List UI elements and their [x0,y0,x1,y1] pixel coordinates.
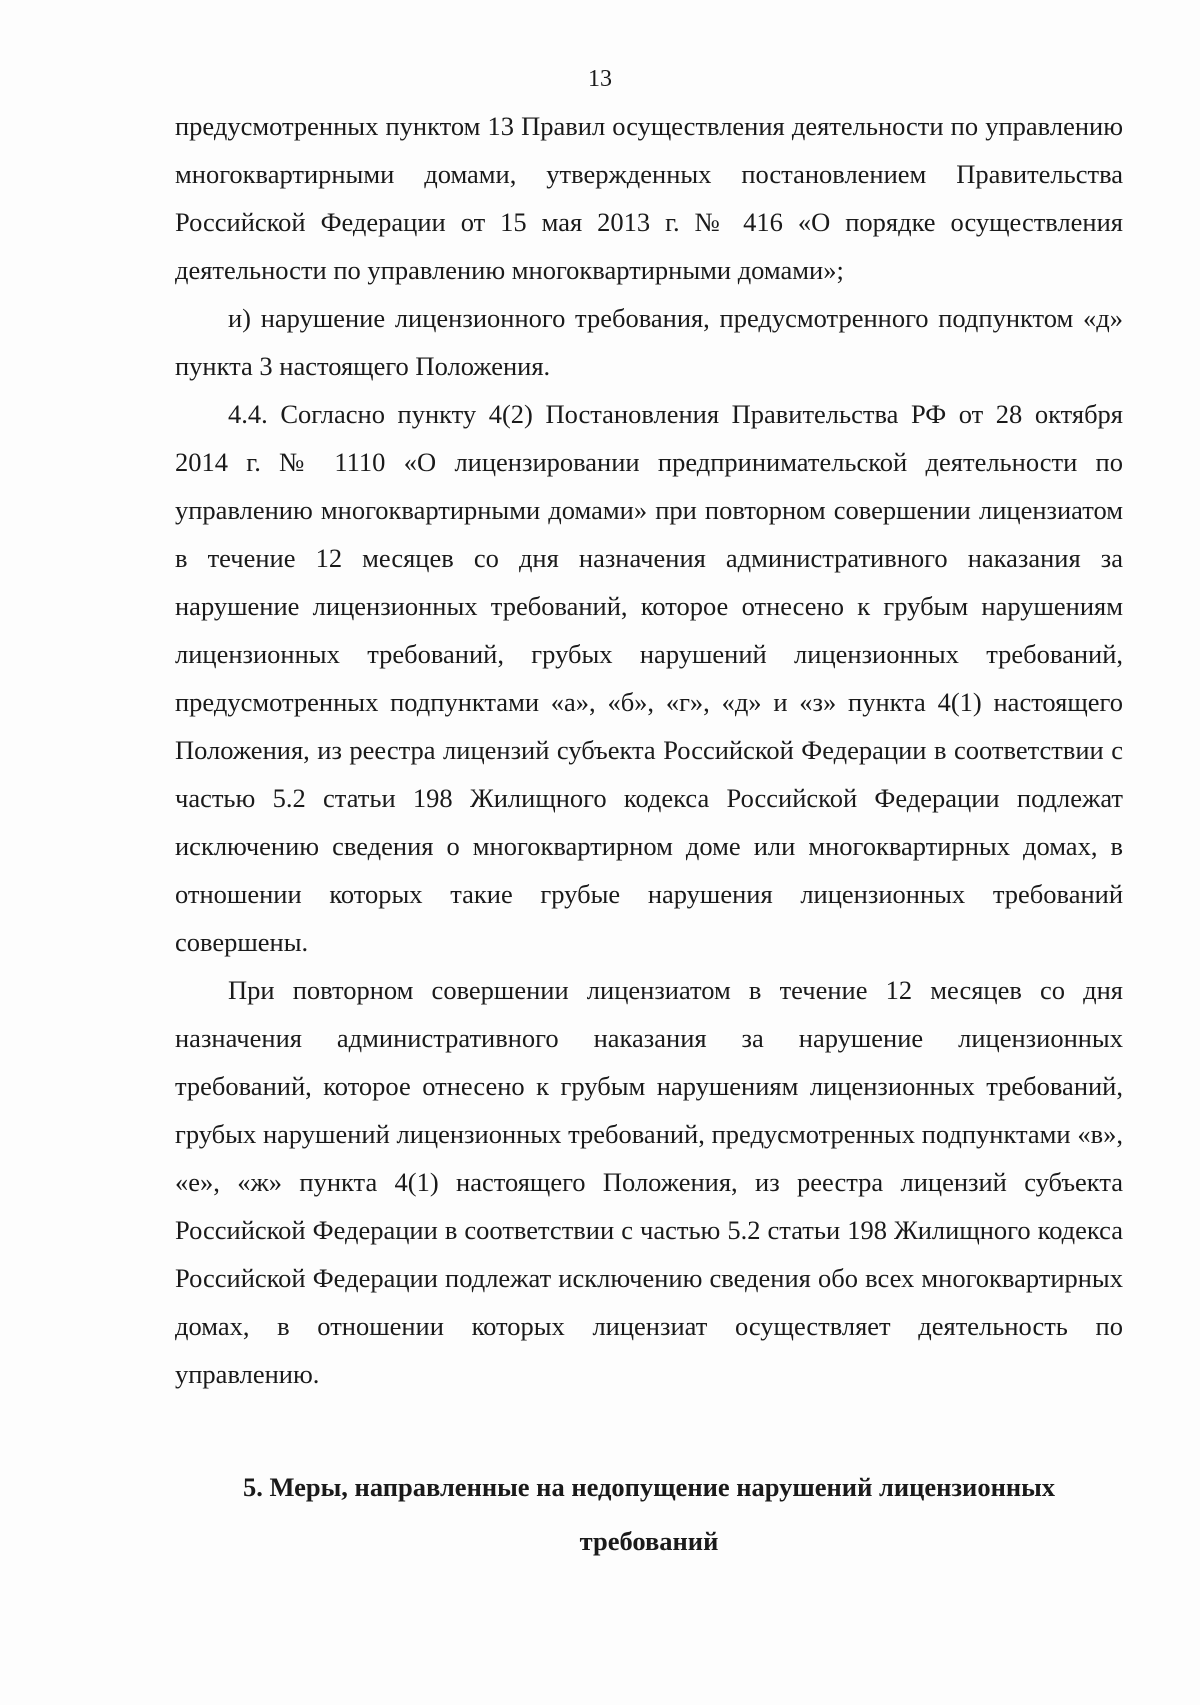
section-heading-line-1: 5. Меры, направленные на недопущение нарушений лицензионных [242,1472,1056,1502]
paragraph-4-4: 4.4. Согласно пункту 4(2) Постановления Правительства РФ от 28 октября 2014 г. № 1110 «О лицензировании предпринимательской деятельности по управлению многоквартирными домами» при повторном совершении лицензиатом в течение 12 месяцев со дня назначения административного наказания за нарушение лицензионных требований, которое отнесено к грубым нарушениям лицензионных требований, грубых нарушений лицензионных требований, предусмотренных подпунктами «а», «б», «г», «д» и «з» пункта 4(1) настоящего Положения, из реестра лицензий субъекта Российской Федерации в соответствии с частью 5.2 статьи 198 Жилищного кодекса Российской Федерации подлежат исключению сведения о многоквартирном доме или многоквартирных домах, в отношении которых такие грубые нарушения лицензионных требований совершены. [175,399,1123,957]
paragraph-continuation: предусмотренных пунктом 13 Правил осуществления деятельности по управлению многоквартирными домами, утвержденных постановлением Правительства Российской Федерации от 15 мая 2013 г. № 416 «О порядке осуществления деятельности по управлению многоквартирными домами»; [175,111,1123,285]
paragraph-repeat-violation: При повторном совершении лицензиатом в течение 12 месяцев со дня назначения административного наказания за нарушение лицензионных требований, которое отнесено к грубым нарушениям лицензионных требований, грубых нарушений лицензионных требований, предусмотренных подпунктами «в», «е», «ж» пункта 4(1) настоящего Положения, из реестра лицензий субъекта Российской Федерации в соответствии с частью 5.2 статьи 198 Жилищного кодекса Российской Федерации подлежат исключению сведения обо всех многоквартирных домах, в отношении которых лицензиат осуществляет деятельность по управлению. [175,975,1123,1389]
section-heading-line-2: требований [579,1526,719,1556]
paragraph-item-i: и) нарушение лицензионного требования, предусмотренного подпунктом «д» пункта 3 настоящего Положения. [175,303,1123,381]
page-number: 13 [588,66,612,92]
section-heading [175,1460,1123,1568]
document-body [175,102,1123,1398]
